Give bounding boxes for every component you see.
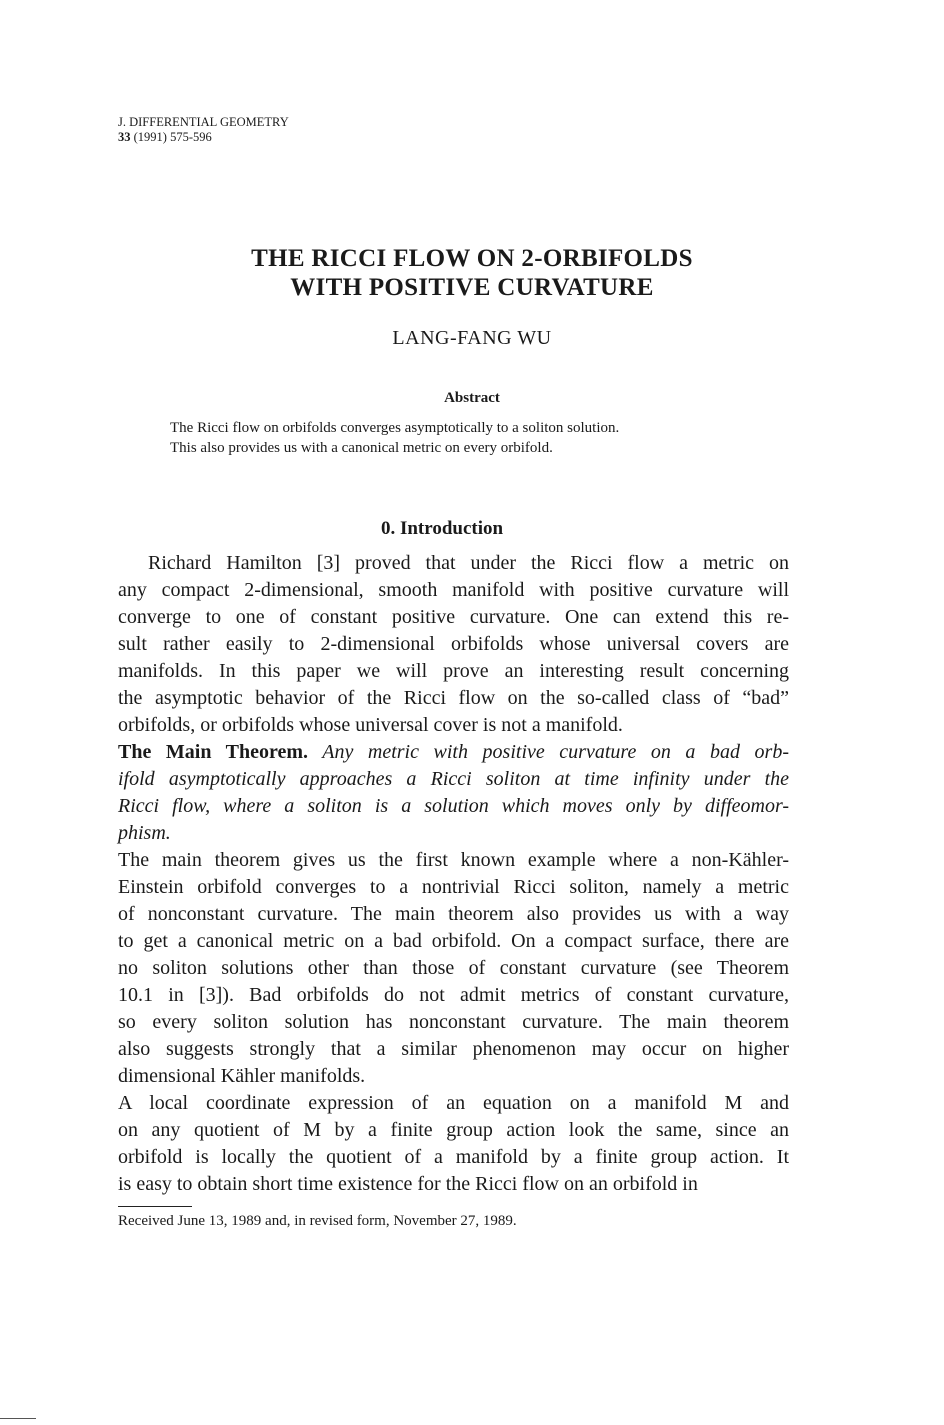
paragraph-3 [118,1090,789,1198]
journal-header [118,115,289,145]
journal-name: J. DIFFERENTIAL GEOMETRY [118,115,289,129]
paragraph-2 [118,847,789,1090]
para3-line: on any quotient of M by a finite group action look the same, since an [118,1119,789,1141]
footnote: Received June 13, 1989 and, in revised form, November 27, 1989. [118,1213,517,1229]
abstract-heading: Abstract [444,390,500,406]
para1-line: converge to one of constant positive curvature. One can extend this re- [118,606,789,628]
para3-line: A local coordinate expression of an equation on a manifold M and [118,1092,789,1114]
theorem-line [118,739,789,766]
title-line-2: WITH POSITIVE CURVATURE [290,274,654,301]
section-heading: 0. Introduction [380,518,504,539]
title-line-1: THE RICCI FLOW ON 2-ORBIFOLDS [251,245,693,272]
theorem-heading: The Main Theorem. [118,741,309,763]
author: LANG-FANG WU [392,327,552,349]
paper-title [0,244,944,302]
theorem-line: Ricci flow, where a soliton is a solution which moves only by diffeomor- [118,795,789,817]
main-theorem [118,739,789,847]
para2-line: dimensional Kähler manifolds. [118,1065,366,1087]
para3-line: orbifold is locally the quotient of a manifold by a finite group action. It [118,1146,789,1168]
para2-line: so every soliton solution has nonconstant curvature. The main theorem [118,1011,789,1033]
journal-year-pages: (1991) 575-596 [130,130,212,144]
para2-line: no soliton solutions other than those of constant curvature (see Theorem [118,957,789,979]
theorem-line: phism. [118,822,171,844]
para3-line: is easy to obtain short time existence for the Ricci flow on an orbifold in [118,1173,698,1195]
para2-line: The main theorem gives us the first known example where a non-Kähler- [118,849,789,871]
paragraph-1 [118,550,789,739]
body-text [118,550,789,1198]
abstract-body [170,418,770,458]
para1-line: sult rather easily to 2-dimensional orbifolds whose universal covers are [118,633,789,655]
para1-line: orbifolds, or orbifolds whose universal cover is not a manifold. [118,714,623,736]
footnote-rule [118,1206,192,1207]
para1-line: Richard Hamilton [3] proved that under the Ricci flow a metric on [148,552,789,574]
theorem-line: ifold asymptotically approaches a Ricci soliton at time infinity under the [118,768,789,790]
journal-volume: 33 [118,130,131,144]
corner-mark [0,1418,36,1419]
abstract-line-2: This also provides us with a canonical metric on every orbifold. [170,440,553,456]
para1-line: the asymptotic behavior of the Ricci flow on the so-called class of “bad” [118,687,789,709]
journal-volume-line [118,130,289,145]
para2-line: of nonconstant curvature. The main theorem also provides us with a way [118,903,789,925]
para1-line: manifolds. In this paper we will prove an interesting result concerning [118,660,789,682]
theorem-text: Any metric with positive curvature on a bad orb- [308,741,789,763]
para2-line: Einstein orbifold converges to a nontrivial Ricci soliton, namely a metric [118,876,789,898]
para2-line: to get a canonical metric on a bad orbifold. On a compact surface, there are [118,930,789,952]
para2-line: also suggests strongly that a similar phenomenon may occur on higher [118,1038,789,1060]
abstract-line-1: The Ricci flow on orbifolds converges asymptotically to a soliton solution. [170,420,620,436]
para2-line: 10.1 in [3]). Bad orbifolds do not admit metrics of constant curvature, [118,984,789,1006]
para1-line: any compact 2-dimensional, smooth manifold with positive curvature will [118,579,789,601]
